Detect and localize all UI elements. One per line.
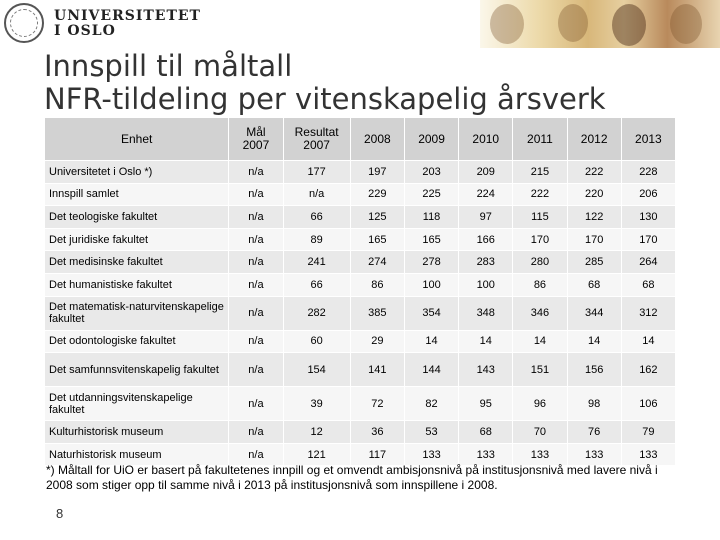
- column-header: Enhet: [45, 118, 229, 161]
- table-row: [45, 273, 676, 296]
- value-cell: 98: [567, 387, 621, 421]
- value-cell: n/a: [229, 228, 283, 251]
- value-cell: 228: [621, 161, 675, 184]
- value-cell: 280: [513, 251, 567, 274]
- column-header: 2008: [350, 118, 404, 161]
- table-row: [45, 161, 676, 184]
- value-cell: 66: [283, 206, 350, 229]
- value-cell: 154: [283, 353, 350, 387]
- value-cell: 283: [459, 251, 513, 274]
- value-cell: n/a: [229, 421, 283, 444]
- value-cell: 89: [283, 228, 350, 251]
- value-cell: 60: [283, 330, 350, 353]
- table-body: [45, 161, 676, 466]
- value-cell: 220: [567, 183, 621, 206]
- value-cell: 348: [459, 296, 513, 330]
- value-cell: 14: [567, 330, 621, 353]
- value-cell: 222: [567, 161, 621, 184]
- value-cell: 39: [283, 387, 350, 421]
- value-cell: 133: [567, 443, 621, 466]
- value-cell: 165: [350, 228, 404, 251]
- page-number: 8: [56, 506, 64, 521]
- table-row: [45, 387, 676, 421]
- value-cell: 156: [567, 353, 621, 387]
- value-cell: 241: [283, 251, 350, 274]
- value-cell: n/a: [229, 443, 283, 466]
- value-cell: 100: [404, 273, 458, 296]
- value-cell: 133: [459, 443, 513, 466]
- title-line2: NFR-tildeling per vitenskapelig årsverk: [44, 82, 606, 116]
- unit-name-cell: Det humanistiske fakultet: [45, 273, 229, 296]
- value-cell: 224: [459, 183, 513, 206]
- value-cell: 122: [567, 206, 621, 229]
- value-cell: n/a: [229, 206, 283, 229]
- value-cell: 151: [513, 353, 567, 387]
- value-cell: 117: [350, 443, 404, 466]
- value-cell: n/a: [229, 273, 283, 296]
- value-cell: 166: [459, 228, 513, 251]
- value-cell: 14: [513, 330, 567, 353]
- title-line1: Innspill til måltall: [44, 49, 293, 83]
- column-header: Mål 2007: [229, 118, 283, 161]
- value-cell: 133: [621, 443, 675, 466]
- value-cell: 106: [621, 387, 675, 421]
- value-cell: 222: [513, 183, 567, 206]
- value-cell: 346: [513, 296, 567, 330]
- page-title: [44, 50, 606, 116]
- value-cell: n/a: [229, 296, 283, 330]
- value-cell: 86: [350, 273, 404, 296]
- value-cell: 68: [621, 273, 675, 296]
- value-cell: 79: [621, 421, 675, 444]
- value-cell: n/a: [229, 183, 283, 206]
- value-cell: n/a: [283, 183, 350, 206]
- value-cell: 14: [621, 330, 675, 353]
- unit-name-cell: Universitetet i Oslo *): [45, 161, 229, 184]
- value-cell: 121: [283, 443, 350, 466]
- value-cell: 118: [404, 206, 458, 229]
- value-cell: 170: [567, 228, 621, 251]
- value-cell: 215: [513, 161, 567, 184]
- header-banner: [0, 0, 720, 48]
- value-cell: 278: [404, 251, 458, 274]
- value-cell: n/a: [229, 353, 283, 387]
- value-cell: 86: [513, 273, 567, 296]
- column-header: Resultat 2007: [283, 118, 350, 161]
- unit-name-cell: Kulturhistorisk museum: [45, 421, 229, 444]
- value-cell: 229: [350, 183, 404, 206]
- value-cell: 225: [404, 183, 458, 206]
- value-cell: 82: [404, 387, 458, 421]
- column-header: 2013: [621, 118, 675, 161]
- value-cell: 68: [459, 421, 513, 444]
- value-cell: 95: [459, 387, 513, 421]
- unit-name-cell: Naturhistorisk museum: [45, 443, 229, 466]
- university-name-line2: I OSLO: [54, 23, 116, 39]
- value-cell: 354: [404, 296, 458, 330]
- column-header: 2011: [513, 118, 567, 161]
- value-cell: 14: [404, 330, 458, 353]
- value-cell: 209: [459, 161, 513, 184]
- table-row: [45, 353, 676, 387]
- value-cell: 206: [621, 183, 675, 206]
- value-cell: 125: [350, 206, 404, 229]
- value-cell: 274: [350, 251, 404, 274]
- value-cell: 97: [459, 206, 513, 229]
- value-cell: n/a: [229, 251, 283, 274]
- value-cell: 264: [621, 251, 675, 274]
- value-cell: 53: [404, 421, 458, 444]
- value-cell: 177: [283, 161, 350, 184]
- table-row: [45, 330, 676, 353]
- unit-name-cell: Det medisinske fakultet: [45, 251, 229, 274]
- value-cell: 312: [621, 296, 675, 330]
- column-header: 2009: [404, 118, 458, 161]
- value-cell: 100: [459, 273, 513, 296]
- value-cell: 76: [567, 421, 621, 444]
- value-cell: 282: [283, 296, 350, 330]
- value-cell: 197: [350, 161, 404, 184]
- unit-name-cell: Det utdanningsvitenskapelige fakultet: [45, 387, 229, 421]
- value-cell: n/a: [229, 330, 283, 353]
- value-cell: 133: [404, 443, 458, 466]
- value-cell: 14: [459, 330, 513, 353]
- unit-name-cell: Det matematisk-naturvitenskapelige fakultet: [45, 296, 229, 330]
- value-cell: n/a: [229, 161, 283, 184]
- value-cell: 115: [513, 206, 567, 229]
- value-cell: 162: [621, 353, 675, 387]
- value-cell: 130: [621, 206, 675, 229]
- table-row: [45, 421, 676, 444]
- value-cell: 344: [567, 296, 621, 330]
- uio-seal-icon: [4, 3, 44, 43]
- table-row: [45, 251, 676, 274]
- value-cell: 203: [404, 161, 458, 184]
- value-cell: 141: [350, 353, 404, 387]
- table-row: [45, 296, 676, 330]
- value-cell: 165: [404, 228, 458, 251]
- value-cell: 96: [513, 387, 567, 421]
- value-cell: 66: [283, 273, 350, 296]
- university-name-line1: UNIVERSITETET: [54, 8, 201, 24]
- value-cell: 70: [513, 421, 567, 444]
- value-cell: 29: [350, 330, 404, 353]
- unit-name-cell: Innspill samlet: [45, 183, 229, 206]
- header-photo-strip: [480, 0, 720, 48]
- value-cell: n/a: [229, 387, 283, 421]
- unit-name-cell: Det juridiske fakultet: [45, 228, 229, 251]
- value-cell: 170: [621, 228, 675, 251]
- table-row: [45, 228, 676, 251]
- value-cell: 12: [283, 421, 350, 444]
- value-cell: 72: [350, 387, 404, 421]
- table-header-row: [45, 118, 676, 161]
- value-cell: 68: [567, 273, 621, 296]
- footnote: *) Måltall for UiO er basert på fakultetenes innpill og et omvendt ambisjonsnivå på institusjonsnivå med lavere nivå i 2008 som stiger opp til samme nivå i 2013 på institusjonsnivå som innspillene i 2008.: [46, 463, 658, 492]
- value-cell: 143: [459, 353, 513, 387]
- value-cell: 36: [350, 421, 404, 444]
- value-cell: 144: [404, 353, 458, 387]
- column-header: 2010: [459, 118, 513, 161]
- table-row: [45, 183, 676, 206]
- column-header: 2012: [567, 118, 621, 161]
- target-figures-table: [44, 117, 676, 466]
- value-cell: 385: [350, 296, 404, 330]
- unit-name-cell: Det samfunnsvitenskapelig fakultet: [45, 353, 229, 387]
- unit-name-cell: Det teologiske fakultet: [45, 206, 229, 229]
- university-name: [54, 9, 201, 39]
- value-cell: 170: [513, 228, 567, 251]
- unit-name-cell: Det odontologiske fakultet: [45, 330, 229, 353]
- table-row: [45, 206, 676, 229]
- value-cell: 133: [513, 443, 567, 466]
- value-cell: 285: [567, 251, 621, 274]
